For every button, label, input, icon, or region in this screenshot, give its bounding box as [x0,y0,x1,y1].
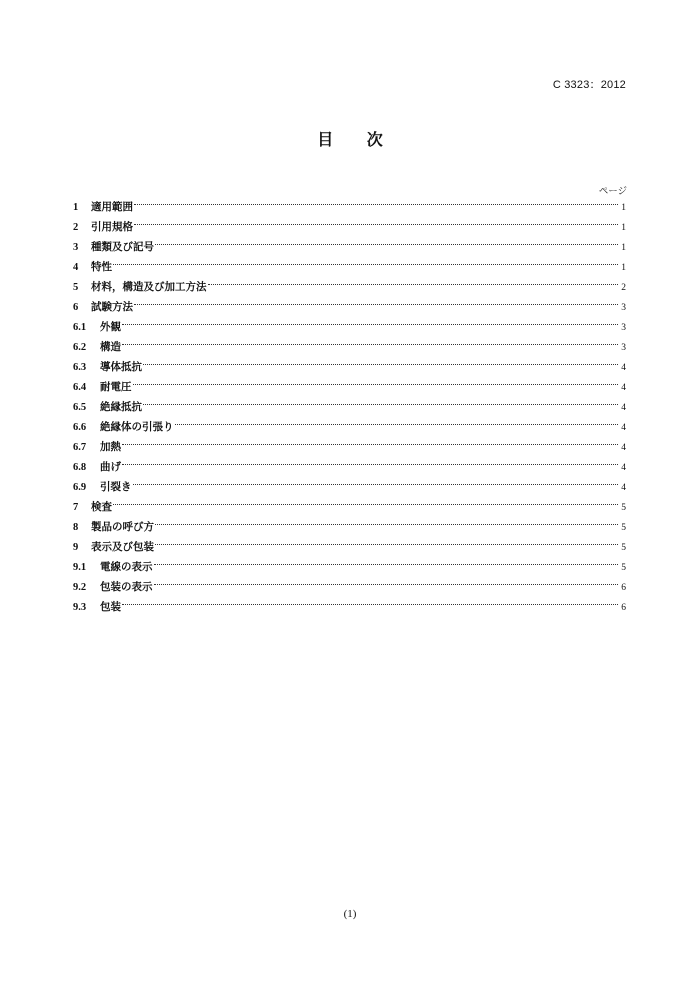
toc-entry-number: 6.8 [73,462,87,473]
toc-entry[interactable] [73,557,626,577]
toc-entry-title: 製品の呼び方 [91,521,154,533]
toc-entry[interactable] [73,377,626,397]
toc-entry-title: 検査 [91,501,112,513]
toc-entry[interactable] [73,217,626,237]
toc-entry-page: 4 [621,363,626,373]
toc-entry[interactable] [73,357,626,377]
toc-entry-page: 4 [621,403,626,413]
toc-entry-page: 1 [621,243,626,253]
page-column-label: ページ [598,186,627,197]
toc-entry-number: 6.2 [73,342,87,353]
dot-leader [155,244,618,245]
toc-entry-page: 4 [621,383,626,393]
dot-leader [133,484,619,485]
page-title: 目 次 [317,130,397,149]
toc-entry-page: 3 [621,303,626,313]
dot-leader [133,384,619,385]
toc-entry-number: 9 [73,542,79,553]
toc-entry[interactable] [73,397,626,417]
toc-entry-page: 5 [621,503,626,513]
toc-entry-page: 4 [621,483,626,493]
toc-entry-title: 耐電圧 [100,381,132,393]
toc-entry[interactable] [73,337,626,357]
toc-entry-number: 6.4 [73,382,87,393]
toc-entry-number: 7 [73,502,79,513]
toc-entry-number: 6.3 [73,362,87,373]
table-of-contents [73,197,626,617]
toc-entry-title: 表示及び包装 [91,541,154,553]
toc-entry[interactable] [73,237,626,257]
toc-entry-number: 6.1 [73,322,87,333]
toc-entry-page: 1 [621,203,626,213]
toc-entry[interactable] [73,457,626,477]
toc-entry[interactable] [73,517,626,537]
toc-entry-title: 特性 [91,261,112,273]
dot-leader [122,344,618,345]
toc-entry[interactable] [73,257,626,277]
toc-entry-title: 導体抵抗 [100,361,142,373]
dot-leader [134,224,618,225]
dot-leader [113,264,618,265]
dot-leader [122,324,618,325]
toc-entry-number: 6.6 [73,422,87,433]
dot-leader [122,604,618,605]
toc-entry[interactable] [73,297,626,317]
toc-entry-title: 加熱 [100,441,121,453]
toc-entry-number: 9.2 [73,582,87,593]
toc-entry-title: 引用規格 [91,221,133,233]
toc-entry-number: 6 [73,302,79,313]
toc-entry[interactable] [73,577,626,597]
toc-entry[interactable] [73,597,626,617]
toc-entry[interactable] [73,417,626,437]
document-id: C 3323：2012 [552,79,626,91]
toc-entry-number: 4 [73,262,79,273]
toc-entry-page: 3 [621,343,626,353]
dot-leader [155,524,618,525]
toc-entry-title: 外観 [100,321,121,333]
toc-entry-title: 引裂き [100,481,132,493]
dot-leader [175,424,619,425]
toc-entry-page: 3 [621,323,626,333]
toc-entry-page: 6 [621,603,626,613]
toc-entry-title: 適用範囲 [91,201,133,213]
dot-leader [154,584,619,585]
toc-entry[interactable] [73,197,626,217]
toc-entry[interactable] [73,537,626,557]
toc-entry-number: 8 [73,522,79,533]
toc-entry-page: 2 [621,283,626,293]
toc-entry-number: 9.3 [73,602,87,613]
dot-leader [122,444,618,445]
toc-entry-title: 種類及び記号 [91,241,154,253]
toc-entry[interactable] [73,277,626,297]
toc-entry-page: 1 [621,263,626,273]
toc-entry-page: 6 [621,583,626,593]
dot-leader [134,204,618,205]
toc-entry-number: 5 [73,282,79,293]
toc-entry-page: 1 [621,223,626,233]
toc-entry-title: 包装の表示 [100,581,153,593]
page-number: (1) [343,908,357,920]
dot-leader [154,564,619,565]
dot-leader [143,404,618,405]
toc-entry-page: 4 [621,443,626,453]
toc-entry-title: 曲げ [100,461,121,473]
dot-leader [122,464,618,465]
toc-entry-title: 絶縁抵抗 [100,401,142,413]
toc-entry-number: 3 [73,242,79,253]
toc-entry[interactable] [73,477,626,497]
dot-leader [155,544,618,545]
toc-entry-number: 9.1 [73,562,87,573]
toc-entry[interactable] [73,497,626,517]
toc-entry-page: 5 [621,543,626,553]
toc-entry-number: 6.9 [73,482,87,493]
toc-entry-number: 6.5 [73,402,87,413]
dot-leader [208,284,619,285]
dot-leader [134,304,618,305]
toc-entry-page: 5 [621,523,626,533]
dot-leader [113,504,618,505]
toc-entry-page: 4 [621,423,626,433]
toc-entry-number: 1 [73,202,79,213]
toc-entry-page: 5 [621,563,626,573]
toc-entry-title: 包装 [100,601,121,613]
toc-entry-title: 構造 [100,341,121,353]
toc-entry-number: 2 [73,222,79,233]
toc-entry-title: 試験方法 [91,301,133,313]
toc-entry-title: 絶縁体の引張り [100,421,174,433]
toc-entry-title: 電線の表示 [100,561,153,573]
toc-entry-title: 材料，構造及び加工方法 [91,281,207,293]
dot-leader [143,364,618,365]
toc-entry[interactable] [73,437,626,457]
toc-entry[interactable] [73,317,626,337]
toc-entry-number: 6.7 [73,442,87,453]
toc-entry-page: 4 [621,463,626,473]
